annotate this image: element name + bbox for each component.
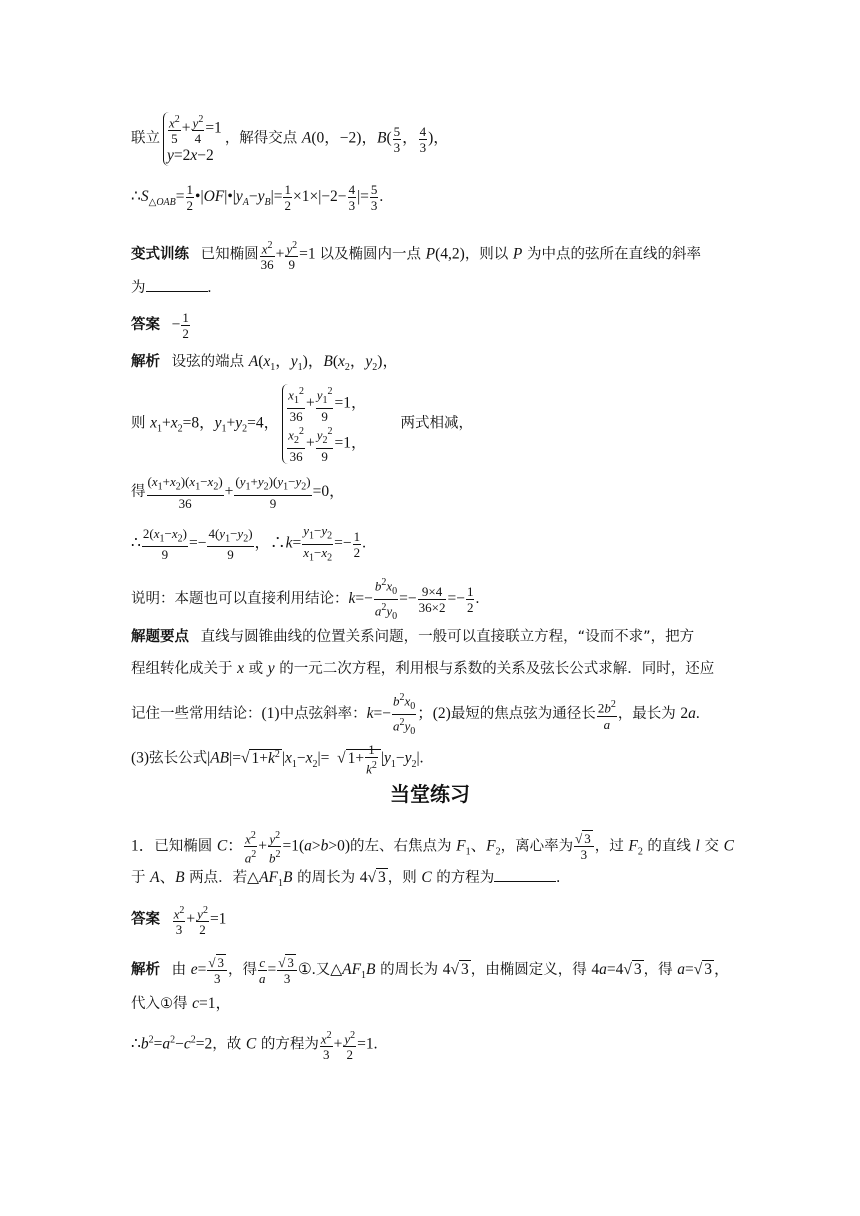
line-system-solve: 联立 $\frac{x^2}{5}$ + $\frac{y^2}{4}$ =1 y=2x−2 ，解得交点 A(0，−2)，B( $\frac{5}{3}$ ， $\frac{4}{3}$ )， [131,114,449,165]
line-keypoints-3: 记住一些常用结论：(1)中点弦斜率：k=− $\frac{b^2x_0}{a^2y_0}$ ；(2)最短的焦点弦为通径长 $\frac{2b^2}{a}$ ，最长为 2a. [131,692,700,737]
label-analysis: 解析 [131,354,160,370]
line-analysis-2: 解析 由 e= $\frac{√ 3}{3}$ ，得 $\frac{c}{a}$ = $\frac{√ 3}{3}$ ①.又$\triangle AF_1B$ 的周长为 4√ 3 ，由椭圆定义，得 4a=4√ 3 ，得 a=√ 3 ， [131,955,730,986]
label-variant: 变式训练 [131,246,189,263]
line-answer-1: 答案 − $\frac{1}{2}$ [131,310,189,341]
label-keypoints: 解题要点 [131,629,189,645]
label-answer-2: 答案 [131,911,160,928]
line-subtract: 得 $\frac{(x_1+x_2)(x_1-x_2)}{36}$ + $\frac{(y_1+y_2)(y_1-y_2)}{9}$ =0， [131,474,345,511]
label-analysis-2: 解析 [131,962,160,979]
answer-blank [146,277,208,292]
label-answer: 答案 [131,317,160,334]
line-note: 说明：本题也可以直接利用结论：k=− $\frac{b^2x_0}{a^2y_0}$ =− $\frac{9\times 4}{36\times 2}$ =− $\frac{1}{2}$ . [131,577,480,622]
line-keypoints: 解题要点 直线与圆锥曲线的位置关系问题，一般可以直接联立方程，“设而不求”，把方 [131,629,695,645]
answer-blank-2 [494,867,556,882]
equation-system: $\frac{x^2}{5}$ + $\frac{y^2}{4}$ =1 y=2x−2 [163,112,222,166]
line-analysis-2b: 代入①得 c=1， [131,995,231,1012]
section-heading: 当堂练习 [390,782,470,806]
label-lianli: 联立 [131,130,160,147]
line-exercise-1b: 于 A、B 两点．若$\triangle AF_1B$ 的周长为 4√ 3 ，则 C 的方程为 . [131,869,561,890]
line-sum-system: 则 $x_1+x_2=8$，$y_1+y_2=4$， $\frac{x_1^2}{36}$ + $\frac{y_1^2}{9}$ =1， $\frac{x_2^2}{36}$ + $\frac{y_2^2}{9}$ =1， 两式相减， [131,386,473,464]
line-area: $\therefore S_{\triangle OAB}=$ $\frac{1}{2}$ $•|OF|•|y_A-y_B|=$ $\frac{1}{2}$ ×1×|−2− $\frac{4}{3}$ |= $\frac{5}{3}$ . [131,182,384,213]
line-keypoints-2: 程组转化成关于 x 或 y 的一元二次方程，利用根与系数的关系及弦长公式求解．同时，还应 [131,660,715,677]
line-slope: ∴ $\frac{2(x_1-x_2)}{9}$ =− $\frac{4(y_1-y_2)}{9}$ ，∴k= $\frac{y_1-y_2}{x_1-x_2}$ =− $\frac{1}{2}$ . [131,523,366,564]
line-variant-exercise: 变式训练 已知椭圆 $\frac{x^2}{36}$ + $\frac{y^2}{9}$ =1 以及椭圆内一点 P(4,2)，则以 P 为中点的弦所在直线的斜率 [131,240,701,273]
line-analysis-2c: $\therefore b^2=a^2-c^2=2$，故 C 的方程为 $\frac{x^2}{3}$ + $\frac{y^2}{2}$ =1. [131,1030,378,1063]
equation-system-2: $\frac{x_1^2}{36}$ + $\frac{y_1^2}{9}$ =1， $\frac{x_2^2}{36}$ + $\frac{y_2^2}{9}$ =1， [282,384,366,464]
line-chord-length: (3)弦长公式|AB|=√ $1+k^2$ $|x_1-x_2|=$ √ 1+ $\frac{1}{k^2}$ $|y_1-y_2|$. [131,742,424,777]
line-analysis-1: 解析 设弦的端点 $A(x_1$，$y_1$)，$B(x_2$，$y_2$)， [131,353,398,374]
line-blank: 为 . [131,279,212,296]
line-exercise-1: 1．已知椭圆 C： $\frac{x^2}{a^2}$ + $\frac{y^2}{b^2}$ =1(a>b>0)的左、右焦点为 $F_1$、$F_2$，离心率为 $\frac{√ 3}{3}$ ，过 $F_2$ 的直线 l 交 C [131,830,734,866]
line-answer-2: 答案 $\frac{x^2}{3}$ + $\frac{y^2}{2}$ =1 [131,905,227,938]
